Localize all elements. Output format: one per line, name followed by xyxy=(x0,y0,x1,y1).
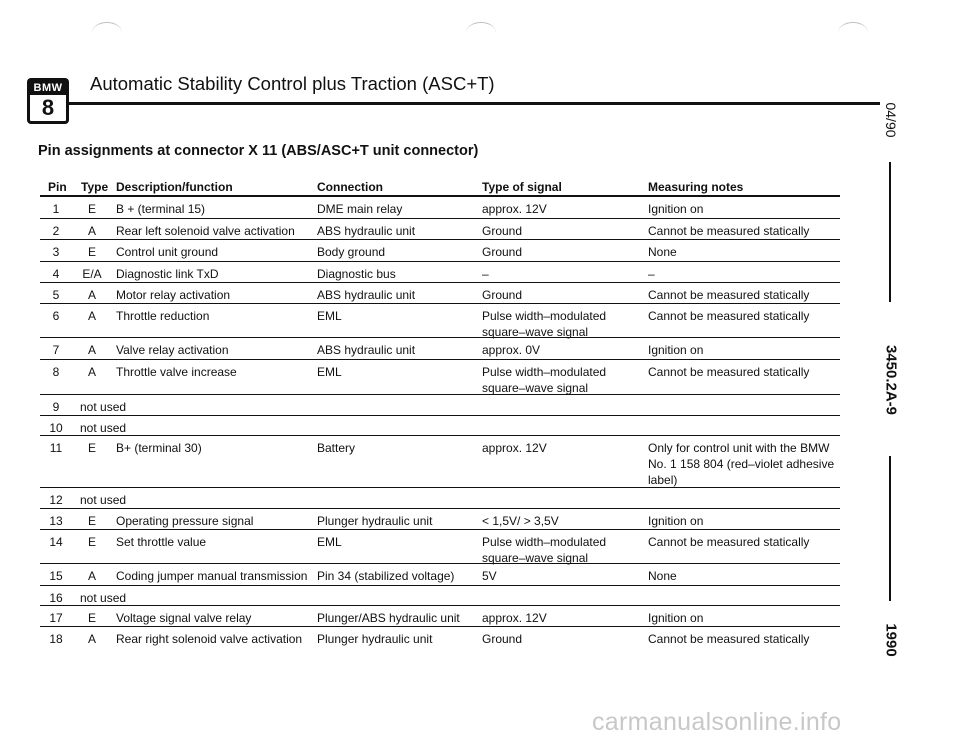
signal-cell: Ground xyxy=(482,224,523,238)
pin-cell: 3 xyxy=(52,245,60,259)
table-row xyxy=(40,262,840,283)
connection-cell: EML xyxy=(317,309,342,323)
notes-cell: Ignition on xyxy=(648,611,704,625)
section-title: Pin assignments at connector X 11 (ABS/ASC+T unit connector) xyxy=(38,143,479,159)
pin-cell: 1 xyxy=(52,202,60,216)
pin-cell: 4 xyxy=(52,267,60,281)
connection-cell: Pin 34 (stabilized voltage) xyxy=(317,569,455,583)
pin-cell: 13 xyxy=(49,514,63,528)
pin-cell: 7 xyxy=(52,343,60,357)
signal-cell: Ground xyxy=(482,245,523,259)
type-cell: E xyxy=(87,441,96,455)
description-cell: Throttle reduction xyxy=(116,309,210,323)
header-rule xyxy=(69,102,880,105)
table-row xyxy=(40,564,840,586)
scan-mark xyxy=(466,22,496,43)
signal-cell: approx. 12V xyxy=(482,441,547,455)
connection-cell: ABS hydraulic unit xyxy=(317,224,416,238)
type-cell: A xyxy=(87,309,96,323)
notes-cell: Cannot be measured statically xyxy=(648,224,810,238)
pin-cell: 18 xyxy=(49,632,63,646)
description-cell: Coding jumper manual transmission xyxy=(116,569,308,583)
description-cell: Motor relay activation xyxy=(116,288,231,302)
signal-cell: Pulse width–modulated square–wave signal xyxy=(482,365,607,395)
description-cell: not used xyxy=(80,421,127,435)
table-row xyxy=(40,586,840,606)
signal-cell: approx. 12V xyxy=(482,611,547,625)
description-cell: Valve relay activation xyxy=(116,343,229,357)
connection-cell: Diagnostic bus xyxy=(317,267,396,281)
type-cell: A xyxy=(87,288,96,302)
side-code xyxy=(880,330,902,430)
pin-cell: 17 xyxy=(49,611,63,625)
notes-cell: None xyxy=(648,569,677,583)
notes-cell: Only for control unit with the BMW No. 1 158 804 (red–violet adhesive label) xyxy=(648,441,835,487)
col-connection: Connection xyxy=(317,180,383,194)
connection-cell: EML xyxy=(317,535,342,549)
type-cell: A xyxy=(87,365,96,379)
bmw-logo xyxy=(27,78,69,124)
signal-cell: – xyxy=(482,267,489,281)
table-header xyxy=(40,176,840,197)
notes-cell: Cannot be measured statically xyxy=(648,365,810,379)
type-cell: E xyxy=(87,611,96,625)
table-row xyxy=(40,304,840,338)
table-row xyxy=(40,338,840,360)
table-row xyxy=(40,530,840,564)
logo-brand: BMW xyxy=(30,81,66,95)
page-code: 3450.2A-9 xyxy=(882,344,900,416)
description-cell: not used xyxy=(80,400,127,414)
pin-table xyxy=(40,176,840,647)
side-rule xyxy=(889,456,891,601)
type-cell: A xyxy=(87,632,96,646)
type-cell: E xyxy=(87,245,96,259)
pin-cell: 11 xyxy=(49,441,63,455)
description-cell: Control unit ground xyxy=(116,245,219,259)
description-cell: Rear left solenoid valve activation xyxy=(116,224,295,238)
connection-cell: ABS hydraulic unit xyxy=(317,343,416,357)
table-row xyxy=(40,627,840,647)
connection-cell: Plunger hydraulic unit xyxy=(317,514,433,528)
pin-cell: 14 xyxy=(49,535,63,549)
type-cell: E/A xyxy=(82,267,102,281)
connection-cell: Plunger/ABS hydraulic unit xyxy=(317,611,460,625)
notes-cell: Cannot be measured statically xyxy=(648,309,810,323)
table-row xyxy=(40,606,840,627)
page-title: Automatic Stability Control plus Traction (ASC+T) xyxy=(90,73,495,94)
pin-cell: 15 xyxy=(49,569,63,583)
pin-cell: 8 xyxy=(52,365,60,379)
type-cell: E xyxy=(87,535,96,549)
signal-cell: Ground xyxy=(482,288,523,302)
connection-cell: Battery xyxy=(317,441,356,455)
table-row xyxy=(40,509,840,530)
type-cell: E xyxy=(87,514,96,528)
logo-number: 8 xyxy=(41,95,55,120)
table-row xyxy=(40,488,840,509)
connection-cell: ABS hydraulic unit xyxy=(317,288,416,302)
col-description: Description/function xyxy=(116,180,233,194)
year-label: 1990 xyxy=(882,623,900,657)
table-row xyxy=(40,416,840,436)
col-signal: Type of signal xyxy=(482,180,562,194)
table-row xyxy=(40,283,840,304)
signal-cell: Pulse width–modulated square–wave signal xyxy=(482,309,607,339)
description-cell: B + (terminal 15) xyxy=(116,202,206,216)
pin-cell: 5 xyxy=(52,288,60,302)
description-cell: Diagnostic link TxD xyxy=(116,267,219,281)
signal-cell: approx. 0V xyxy=(482,343,541,357)
side-date xyxy=(880,90,902,150)
notes-cell: Ignition on xyxy=(648,343,704,357)
col-notes: Measuring notes xyxy=(648,180,744,194)
type-cell: E xyxy=(87,202,96,216)
type-cell: A xyxy=(87,343,96,357)
pin-cell: 12 xyxy=(49,493,63,507)
col-type: Type xyxy=(81,180,109,194)
scan-mark xyxy=(838,22,868,43)
pin-cell: 10 xyxy=(49,421,63,435)
description-cell: Voltage signal valve relay xyxy=(116,611,252,625)
table-row xyxy=(40,219,840,240)
connection-cell: DME main relay xyxy=(317,202,403,216)
table-body xyxy=(40,197,840,647)
description-cell: Set throttle value xyxy=(116,535,207,549)
pin-cell: 9 xyxy=(52,400,60,414)
notes-cell: Cannot be measured statically xyxy=(648,535,810,549)
col-pin: Pin xyxy=(48,180,67,194)
connection-cell: Plunger hydraulic unit xyxy=(317,632,433,646)
signal-cell: approx. 12V xyxy=(482,202,547,216)
side-rule xyxy=(889,162,891,302)
description-cell: Operating pressure signal xyxy=(116,514,254,528)
description-cell: Rear right solenoid valve activation xyxy=(116,632,303,646)
table-row xyxy=(40,436,840,488)
signal-cell: 5V xyxy=(482,569,497,583)
signal-cell: Ground xyxy=(482,632,523,646)
table-row xyxy=(40,395,840,416)
notes-cell: – xyxy=(648,267,655,281)
notes-cell: Cannot be measured statically xyxy=(648,288,810,302)
type-cell: A xyxy=(87,224,96,238)
footer-watermark: carmanualsonline.info xyxy=(592,708,842,736)
description-cell: not used xyxy=(80,591,127,605)
description-cell: Throttle valve increase xyxy=(116,365,237,379)
notes-cell: Ignition on xyxy=(648,202,704,216)
description-cell: not used xyxy=(80,493,127,507)
signal-cell: Pulse width–modulated square–wave signal xyxy=(482,535,607,565)
pin-cell: 6 xyxy=(52,309,60,323)
signal-cell: < 1,5V/ > 3,5V xyxy=(482,514,559,528)
notes-cell: None xyxy=(648,245,677,259)
table-row xyxy=(40,360,840,395)
side-year xyxy=(880,615,902,665)
connection-cell: Body ground xyxy=(317,245,386,259)
pin-cell: 2 xyxy=(52,224,60,238)
table-row xyxy=(40,240,840,262)
type-cell: A xyxy=(87,569,96,583)
pin-cell: 16 xyxy=(49,591,63,605)
date-label: 04/90 xyxy=(883,102,899,138)
description-cell: B+ (terminal 30) xyxy=(116,441,202,455)
scan-mark xyxy=(92,22,122,43)
table-row xyxy=(40,197,840,219)
notes-cell: Ignition on xyxy=(648,514,704,528)
connection-cell: EML xyxy=(317,365,342,379)
notes-cell: Cannot be measured statically xyxy=(648,632,810,646)
